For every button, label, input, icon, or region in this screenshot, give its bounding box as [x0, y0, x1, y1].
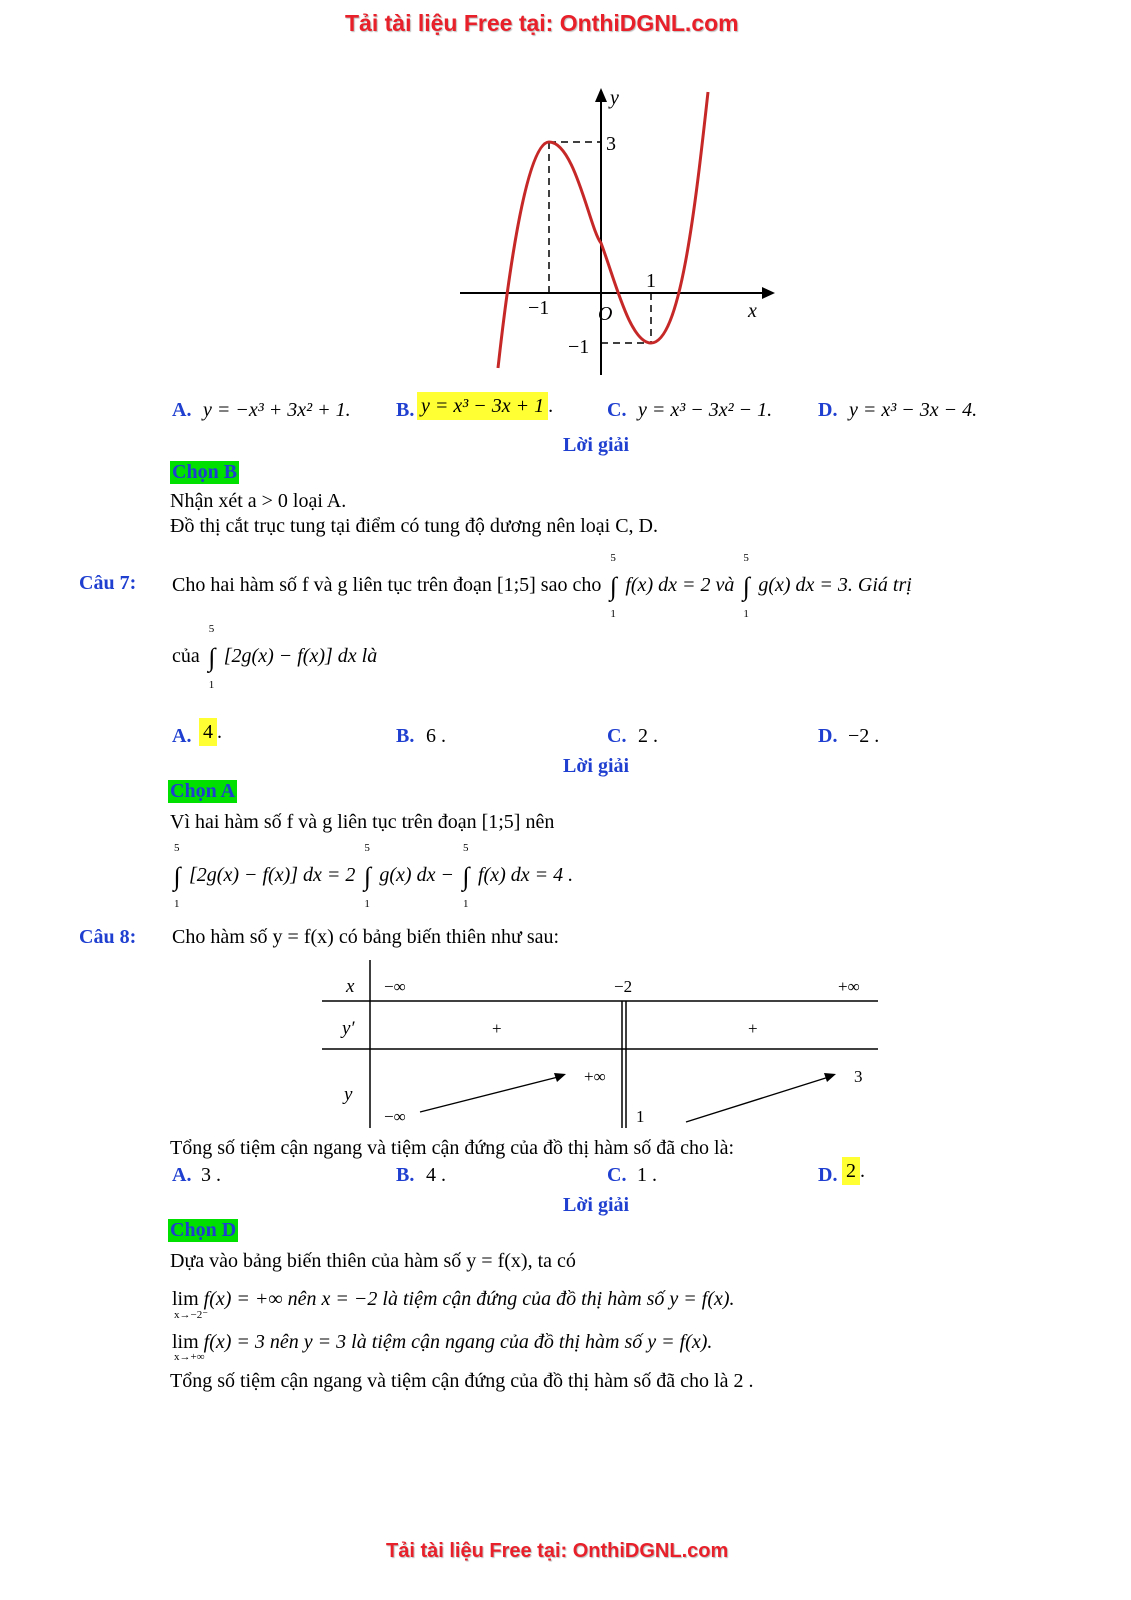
q7-sol2c: f(x) dx = 4 .: [477, 864, 574, 886]
q7-optC-label: C.: [607, 725, 627, 747]
q6-optB-wrap[interactable]: [417, 395, 553, 418]
q7-sol2a: [2g(x) − f(x)] dx = 2: [189, 864, 356, 886]
integral-icon: ∫ 5 1: [363, 842, 371, 910]
q8-lim1: f(x) = +∞ nên x = −2 là tiệm cận đứng của đồ thị hàm số y = f(x).: [203, 1288, 735, 1310]
q8-optD-label: D.: [818, 1164, 838, 1186]
q7-sol2-line: [170, 842, 574, 910]
q7-optA[interactable]: 4: [199, 718, 217, 746]
lim-operator: [172, 1331, 205, 1363]
table-arrow-1: [420, 1076, 562, 1112]
header-banner: Tải tài liệu Free tại: OnthiDGNL.com: [345, 10, 739, 36]
q8-sol-end: Tổng số tiệm cận ngang và tiệm cận đứng của đồ thị hàm số đã cho là 2 .: [170, 1370, 754, 1392]
q8-loigiai: Lời giải: [563, 1194, 630, 1216]
q8-optC-label: C.: [607, 1164, 627, 1186]
q8-lim2: f(x) = 3 nên y = 3 là tiệm cận ngang của đồ thị hàm số y = f(x).: [203, 1331, 713, 1353]
lim-head: lim: [172, 1288, 199, 1310]
q7-chon: Chọn A: [170, 780, 236, 802]
int-lower: 1: [743, 608, 749, 620]
int-upper: 5: [174, 842, 180, 854]
table-arrow-1-head: [554, 1073, 566, 1082]
q6-optA[interactable]: y = −x³ + 3x² + 1.: [203, 399, 351, 421]
table-arrow-2-head: [824, 1073, 836, 1082]
q7-loigiai: Lời giải: [563, 755, 630, 777]
q8-optA[interactable]: 3 .: [201, 1164, 221, 1186]
footer-banner: Tải tài liệu Free tại: OnthiDGNL.com: [386, 1540, 729, 1562]
table-y-head: y: [344, 1084, 353, 1105]
int-lower: 1: [610, 608, 616, 620]
table-v-posinf: +∞: [584, 1067, 606, 1086]
int-lower: 1: [462, 898, 469, 910]
table-x-m2: −2: [614, 977, 633, 996]
q8-sol1: Dựa vào bảng biến thiên của hàm số y = f(x), ta có: [170, 1250, 576, 1272]
int-lower: 1: [174, 898, 180, 910]
table-x-posinf: +∞: [838, 977, 860, 996]
table-v-1: 1: [636, 1107, 645, 1126]
q7-optD[interactable]: −2 .: [848, 725, 880, 747]
graph-tick-3: 3: [606, 133, 616, 155]
table-arrow-2: [686, 1076, 832, 1122]
q6-sol2: Đồ thị cắt trục tung tại điểm có tung độ dương nên loại C, D.: [170, 515, 658, 537]
q8-lim2-line: [172, 1331, 713, 1363]
q7-stem2a: của: [172, 645, 200, 667]
q6-optC-label: C.: [607, 399, 627, 421]
q6-sol1: Nhận xét a > 0 loại A.: [170, 490, 347, 512]
lim-sub: x→+∞: [174, 1351, 205, 1363]
graph-origin-label: O: [598, 303, 613, 325]
q7-stem2b: [2g(x) − f(x)] dx là: [223, 645, 378, 667]
q6-optB-end: .: [548, 395, 554, 417]
q7-optC[interactable]: 2 .: [638, 725, 658, 747]
q8-optC[interactable]: 1 .: [637, 1164, 657, 1186]
graph-tick-neg1-x: −1: [528, 297, 550, 319]
q8-optB-label: B.: [396, 1164, 415, 1186]
q7-optA-wrap[interactable]: [199, 721, 222, 744]
table-sign-1: +: [492, 1019, 502, 1038]
int-upper: 5: [743, 552, 749, 564]
cubic-curve: [498, 92, 708, 368]
q7-optB-label: B.: [396, 725, 415, 747]
table-v-neginf: −∞: [384, 1107, 406, 1126]
q8-stem: Cho hàm số y = f(x) có bảng biến thiên như sau:: [172, 926, 560, 948]
q7-label: Câu 7:: [79, 572, 137, 594]
int-upper: 5: [364, 842, 370, 854]
integral-icon: ∫ 5 1: [742, 552, 750, 620]
q8-chon: Chọn D: [170, 1219, 237, 1241]
y-axis-arrow: [595, 88, 607, 102]
int-lower: 1: [208, 679, 215, 691]
q8-lim1-line: [172, 1288, 735, 1321]
x-axis-arrow: [762, 287, 775, 299]
q7-stem-line2: [172, 623, 378, 691]
int-upper: 5: [208, 623, 215, 635]
q6-optC[interactable]: y = x³ − 3x² − 1.: [638, 399, 773, 421]
q7-stem-line1: [172, 552, 912, 620]
q8-optA-label: A.: [172, 1164, 192, 1186]
q7-sol1: Vì hai hàm số f và g liên tục trên đoạn [1;5] nên: [170, 811, 555, 833]
lim-head: lim: [172, 1331, 199, 1353]
q8-label: Câu 8:: [79, 926, 137, 948]
integral-icon: ∫ 5 1: [462, 842, 470, 910]
q6-optA-label: A.: [172, 399, 192, 421]
table-sign-2: +: [748, 1019, 758, 1038]
integral-icon: ∫ 5 1: [173, 842, 181, 910]
q6-optD[interactable]: y = x³ − 3x − 4.: [849, 399, 978, 421]
q8-optD-end: .: [860, 1160, 865, 1182]
table-yp-head: y′: [342, 1018, 355, 1039]
integral-icon: ∫ 5 1: [609, 552, 617, 620]
q8-optD-wrap[interactable]: [842, 1160, 865, 1183]
int-lower: 1: [364, 898, 370, 910]
q6-chon: Chọn B: [172, 461, 238, 483]
lim-operator: [172, 1288, 209, 1321]
q8-optB[interactable]: 4 .: [426, 1164, 446, 1186]
variation-table: [320, 960, 880, 1130]
q7-optB[interactable]: 6 .: [426, 725, 446, 747]
cubic-graph: [450, 80, 780, 380]
int-upper: 5: [462, 842, 469, 854]
graph-tick-1: 1: [646, 270, 656, 292]
q7-stem1b: f(x) dx = 2 và: [625, 574, 735, 596]
lim-sub: x→−2⁻: [174, 1309, 209, 1321]
table-v-3: 3: [854, 1067, 863, 1086]
q7-optA-label: A.: [172, 725, 192, 747]
graph-x-label: x: [748, 300, 757, 322]
q7-sol2b: g(x) dx −: [379, 864, 454, 886]
graph-tick-neg1-y: −1: [568, 336, 590, 358]
int-upper: 5: [610, 552, 616, 564]
q7-optA-end: .: [217, 721, 222, 743]
q6-loigiai: Lời giải: [563, 434, 630, 456]
graph-y-label: y: [610, 87, 619, 109]
q7-optD-label: D.: [818, 725, 838, 747]
q8-question: Tổng số tiệm cận ngang và tiệm cận đứng của đồ thị hàm số đã cho là:: [170, 1137, 735, 1159]
table-x-head: x: [346, 976, 355, 997]
q7-stem1c: g(x) dx = 3. Giá trị: [758, 574, 912, 596]
q7-stem1a: Cho hai hàm số f và g liên tục trên đoạn [1;5] sao cho: [172, 574, 602, 596]
q8-optD[interactable]: 2: [842, 1157, 860, 1185]
q6-optD-label: D.: [818, 399, 838, 421]
q6-optB-label: B.: [396, 399, 415, 421]
table-x-neginf: −∞: [384, 977, 406, 996]
q6-optB[interactable]: y = x³ − 3x + 1: [417, 392, 548, 420]
integral-icon: ∫ 5 1: [208, 623, 216, 691]
